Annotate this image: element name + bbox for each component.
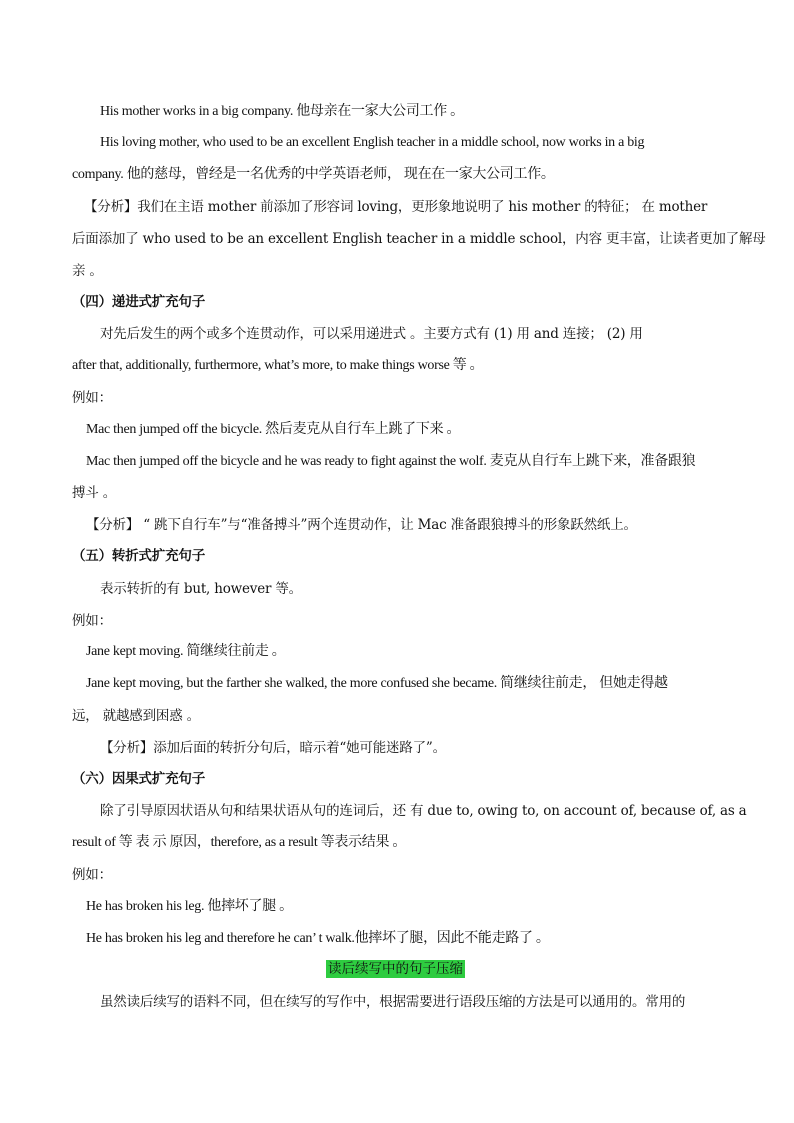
description-paragraph: 表示转折的有 but, however 等。: [100, 581, 302, 597]
example-label: 例如：: [72, 867, 112, 883]
description-paragraph: 对先后发生的两个或多个连贯动作，可以采用递进式 。主要方式有 (1) 用 and 连接； (2) 用: [100, 326, 643, 342]
section-heading: （五）转折式扩充句子: [72, 548, 205, 564]
body-paragraph: 虽然读后续写的语料不同，但在续写的写作中，根据需要进行语段压缩的方法是可以通用的。常用的: [100, 994, 686, 1010]
example-sentence: Mac then jumped off the bicycle. 然后麦克从自行车上跳了下来 。: [86, 422, 461, 437]
example-sentence: Jane kept moving. 简继续往前走 。: [86, 644, 286, 659]
description-paragraph: after that, additionally, furthermore, what’s more, to make things worse 等 。: [72, 358, 484, 373]
analysis-paragraph: 后面添加了 who used to be an excellent English teacher in a middle school，内容 更丰富，让读者更加了解母: [72, 231, 766, 247]
example-sentence: Mac then jumped off the bicycle and he was ready to fight against the wolf. 麦克从自行车上跳下来，准备跟狼: [86, 454, 696, 469]
example-sentence: He has broken his leg and therefore he can’ t walk.他摔坏了腿，因此不能走路了 。: [86, 931, 550, 946]
example-sentence: His mother works in a big company. 他母亲在一家大公司工作 。: [100, 104, 464, 119]
example-sentence: Jane kept moving, but the farther she walked, the more confused she became. 简继续往前走， 但她走得越: [86, 676, 668, 691]
example-sentence: He has broken his leg. 他摔坏了腿 。: [86, 899, 293, 914]
analysis-paragraph: 亲 。: [72, 263, 103, 279]
analysis-paragraph: 【分析】添加后面的转折分句后，暗示着“她可能迷路了”。: [100, 740, 446, 756]
example-sentence: His loving mother, who used to be an excellent English teacher in a middle school, now works in a big: [100, 135, 645, 150]
section-heading: （四）递进式扩充句子: [72, 294, 205, 310]
example-sentence: 远， 就越感到困惑 。: [72, 708, 200, 724]
highlighted-heading: 读后续写中的句子压缩: [328, 961, 463, 977]
analysis-paragraph: 【分析】 “ 跳下自行车”与“准备搏斗”两个连贯动作，让 Mac 准备跟狼搏斗的形象跃然纸上。: [86, 517, 637, 533]
example-label: 例如：: [72, 390, 112, 406]
description-paragraph: 除了引导原因状语从句和结果状语从句的连词后，还 有 due to, owing to, on account of, because of, as a: [100, 803, 747, 819]
example-sentence: company. 他的慈母，曾经是一名优秀的中学英语老师， 现在在一家大公司工作。: [72, 167, 555, 182]
example-sentence: 搏斗 。: [72, 485, 116, 501]
example-label: 例如：: [72, 613, 112, 629]
analysis-paragraph: 【分析】我们在主语 mother 前添加了形容词 loving，更形象地说明了 his mother 的特征； 在 mother: [84, 199, 708, 215]
description-paragraph: result of 等 表 示 原因，therefore, as a result 等表示结果 。: [72, 835, 407, 850]
section-heading: （六）因果式扩充句子: [72, 771, 205, 787]
